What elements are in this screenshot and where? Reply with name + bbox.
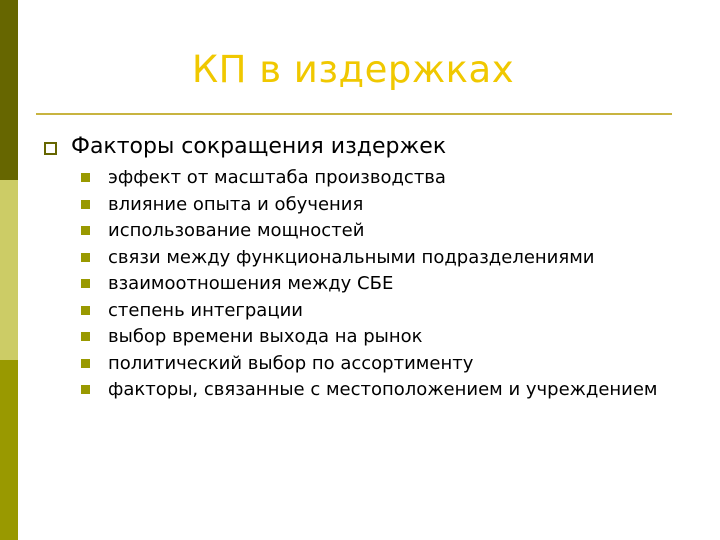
title-divider bbox=[36, 113, 672, 115]
sidebar-segment-bottom bbox=[0, 360, 18, 540]
decorative-sidebar bbox=[0, 0, 18, 540]
sub-bullet-item bbox=[81, 218, 684, 245]
sub-bullet-text: эффект от масштаба производства bbox=[108, 167, 446, 188]
sub-bullet-item bbox=[81, 351, 684, 378]
sub-bullet-item bbox=[81, 377, 684, 404]
sidebar-segment-middle bbox=[0, 180, 18, 360]
sub-bullet-item bbox=[81, 298, 684, 325]
sub-bullet-text: степень интеграции bbox=[108, 299, 303, 321]
filled-square-bullet-icon bbox=[81, 385, 90, 394]
sub-bullet-text: выбор времени выхода на рынок bbox=[108, 326, 423, 347]
sub-bullet-text: политический выбор по ассортименту bbox=[108, 352, 474, 374]
sub-bullet-item bbox=[81, 271, 684, 298]
sub-bullet-text: взаимоотношения между СБЕ bbox=[108, 273, 394, 294]
slide-title: КП в издержках bbox=[191, 48, 515, 91]
sub-bullet-item bbox=[81, 245, 684, 272]
filled-square-bullet-icon bbox=[81, 306, 90, 315]
filled-square-bullet-icon bbox=[81, 173, 90, 182]
filled-square-bullet-icon bbox=[81, 226, 90, 235]
hollow-square-bullet-icon bbox=[44, 142, 57, 155]
filled-square-bullet-icon bbox=[81, 279, 90, 288]
sub-bullet-list bbox=[44, 165, 684, 404]
sub-bullet-text: связи между функциональными подразделениями bbox=[108, 246, 595, 268]
sub-bullet-text: факторы, связанные с местоположением и учреждением bbox=[108, 379, 658, 400]
filled-square-bullet-icon bbox=[81, 359, 90, 368]
main-bullet-item bbox=[44, 132, 684, 162]
filled-square-bullet-icon bbox=[81, 200, 90, 209]
filled-square-bullet-icon bbox=[81, 332, 90, 341]
sub-bullet-text: влияние опыта и обучения bbox=[108, 193, 364, 215]
slide-content bbox=[44, 132, 684, 404]
sub-bullet-text: использование мощностей bbox=[108, 220, 365, 241]
main-bullet-text: Факторы сокращения издержек bbox=[71, 134, 447, 159]
filled-square-bullet-icon bbox=[81, 253, 90, 262]
sub-bullet-item bbox=[81, 192, 684, 219]
sub-bullet-item bbox=[81, 165, 684, 192]
sub-bullet-item bbox=[81, 324, 684, 351]
sidebar-segment-top bbox=[0, 0, 18, 180]
